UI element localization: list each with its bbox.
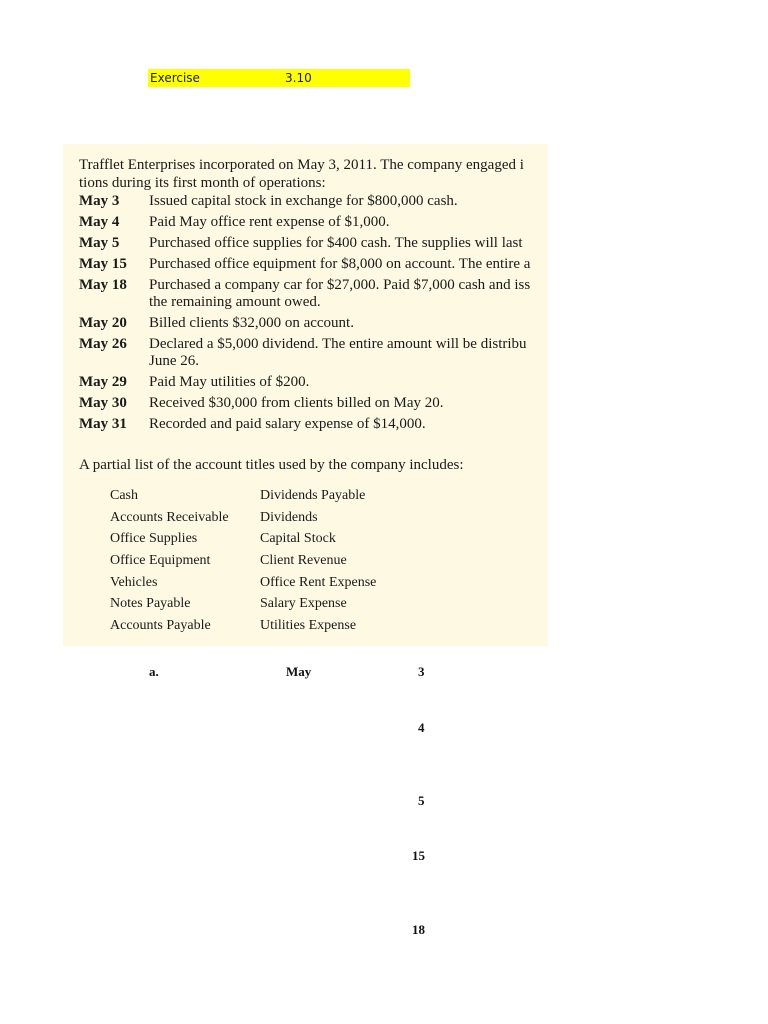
transaction-description <box>149 395 444 412</box>
transaction-date: May 3 <box>79 193 120 209</box>
transaction-date: May 26 <box>79 336 127 352</box>
answer-day: 5 <box>418 793 425 808</box>
transaction-description <box>149 193 458 210</box>
transaction-description <box>149 277 530 311</box>
answer-day: 15 <box>412 848 425 863</box>
description-line: June 26. <box>149 353 199 369</box>
intro-line: tions during its first month of operations: <box>79 175 326 191</box>
transaction-row <box>79 214 548 231</box>
description-line: Paid May utilities of $200. <box>149 374 310 390</box>
exercise-header <box>148 69 410 87</box>
transaction-description <box>149 374 309 391</box>
account-row <box>110 485 376 507</box>
answer-day: 18 <box>412 922 425 937</box>
description-line: Declared a $5,000 dividend. The entire amount will be distribu <box>149 336 527 352</box>
transaction-row <box>79 336 548 370</box>
account-row <box>110 593 376 615</box>
account-row <box>110 507 376 529</box>
exercise-number: 3.10 <box>285 71 312 85</box>
transaction-list <box>79 193 548 437</box>
problem-intro <box>79 156 548 192</box>
account-title: Notes Payable <box>110 596 191 612</box>
answer-day: 4 <box>418 720 425 735</box>
transaction-row <box>79 277 548 311</box>
transaction-date: May 4 <box>79 214 120 230</box>
account-title: Accounts Receivable <box>110 509 229 525</box>
transaction-row <box>79 395 548 412</box>
transaction-date: May 30 <box>79 395 127 411</box>
account-row <box>110 550 376 572</box>
answer-month: May <box>286 664 312 679</box>
account-title: Dividends <box>260 509 318 525</box>
description-line: Received $30,000 from clients billed on May 20. <box>149 395 444 411</box>
account-title: Accounts Payable <box>110 618 211 634</box>
transaction-date: May 20 <box>79 315 127 331</box>
account-title: Dividends Payable <box>260 488 366 503</box>
account-title: Office Supplies <box>110 531 198 547</box>
account-title: Cash <box>110 488 138 503</box>
description-line: Issued capital stock in exchange for $800,000 cash. <box>149 193 458 209</box>
description-line: Recorded and paid salary expense of $14,000. <box>149 416 426 432</box>
transaction-row <box>79 235 548 252</box>
transaction-row <box>79 416 548 433</box>
account-row <box>110 572 376 594</box>
transaction-description <box>149 336 527 370</box>
transaction-description <box>149 235 523 252</box>
account-title: Vehicles <box>110 574 158 590</box>
problem-image <box>63 144 548 646</box>
description-line: Purchased office supplies for $400 cash. The supplies will last <box>149 235 523 251</box>
transaction-date: May 29 <box>79 374 127 390</box>
transaction-date: May 18 <box>79 277 127 293</box>
exercise-label: Exercise <box>150 71 200 85</box>
account-titles-list <box>110 485 376 637</box>
account-title: Utilities Expense <box>260 618 357 634</box>
account-row <box>110 615 376 637</box>
intro-line: Trafflet Enterprises incorporated on May 3, 2011. The company engaged i <box>79 157 524 173</box>
transaction-description <box>149 315 354 332</box>
transaction-row <box>79 193 548 210</box>
transaction-description <box>149 214 390 231</box>
transaction-row <box>79 315 548 332</box>
answer-day: 3 <box>418 664 425 679</box>
transaction-date: May 31 <box>79 416 127 432</box>
account-title: Salary Expense <box>260 596 347 612</box>
transaction-row <box>79 256 548 273</box>
answer-part-label: a. <box>149 664 159 679</box>
description-line: Billed clients $32,000 on account. <box>149 315 354 331</box>
description-line: Paid May office rent expense of $1,000. <box>149 214 390 230</box>
transaction-date: May 5 <box>79 235 120 251</box>
transaction-date: May 15 <box>79 256 127 272</box>
account-title: Office Equipment <box>110 553 211 569</box>
account-row <box>110 528 376 550</box>
account-title: Client Revenue <box>260 553 347 569</box>
description-line: the remaining amount owed. <box>149 294 321 310</box>
description-line: Purchased office equipment for $8,000 on account. The entire a <box>149 256 531 272</box>
transaction-description <box>149 416 426 433</box>
transaction-description <box>149 256 530 273</box>
accounts-intro: A partial list of the account titles used by the company includes: <box>79 457 464 473</box>
account-title: Office Rent Expense <box>260 574 377 590</box>
description-line: Purchased a company car for $27,000. Paid $7,000 cash and iss <box>149 277 531 293</box>
transaction-row <box>79 374 548 391</box>
account-title: Capital Stock <box>260 531 336 547</box>
